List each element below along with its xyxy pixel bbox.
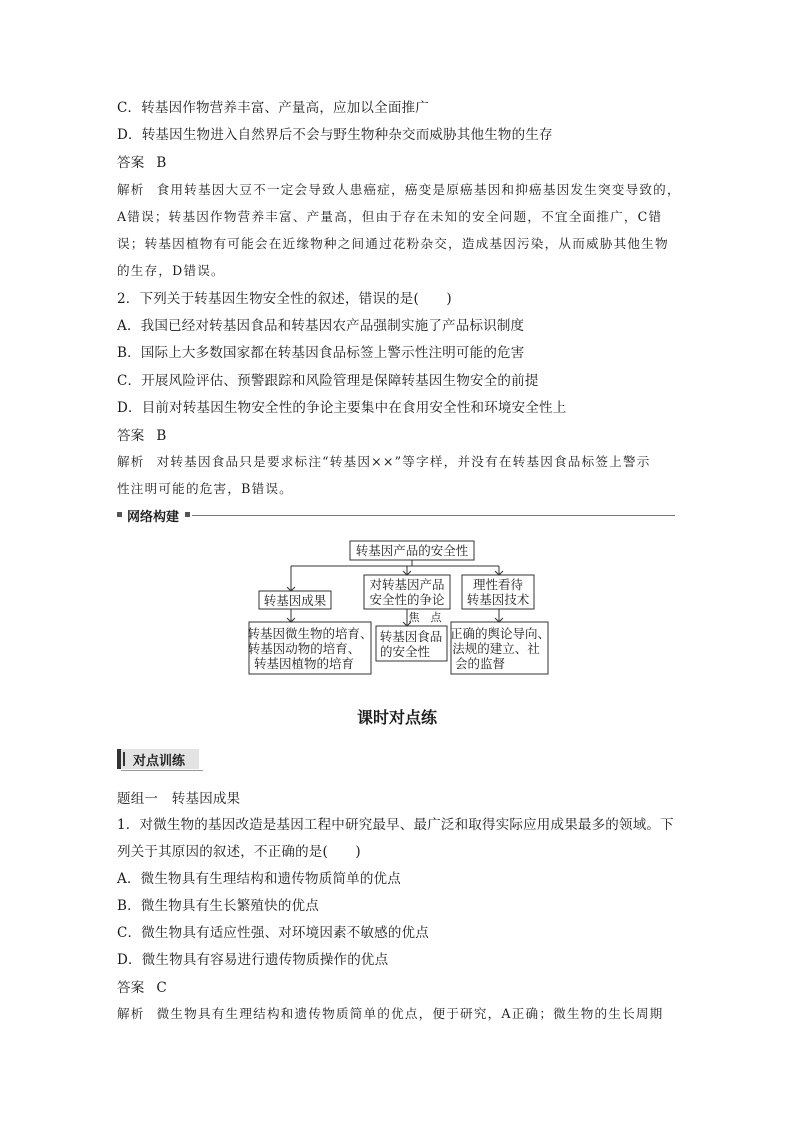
answer-value: B — [156, 428, 167, 444]
answer-line — [117, 976, 167, 996]
question-2-option-d: D．目前对转基因生物安全性的争论主要集中在食用安全性和环境安全性上 — [117, 400, 567, 416]
answer-label: 答案 — [117, 155, 145, 171]
explanation-label: 解析 — [117, 1006, 145, 1021]
explanation-label: 解析 — [117, 182, 145, 197]
diagram-col3-body-line: 正确的舆论导向、 — [449, 626, 551, 641]
question-1-option-d: D．微生物具有容易进行遗传物质操作的优点 — [117, 952, 389, 968]
diagram-col2-title-line: 对转基因产品 — [369, 577, 445, 592]
diagram-col3-body-line: 法规的建立、社 — [452, 641, 540, 656]
explanation-line: A错误；转基因作物营养丰富、产量高，但由于存在未知的安全问题，不宜全面推广，C错 — [117, 209, 663, 224]
explanation-label: 解析 — [117, 454, 145, 469]
question-2-option-a: A．我国已经对转基因食品和转基因农产品强制实施了产品标识制度 — [117, 318, 525, 334]
diagram-col2-title-line: 安全性的争论 — [369, 592, 445, 607]
diagram-col1-body-line: 转基因动物的培育、 — [247, 641, 361, 656]
diagram-col2-body-line: 的安全性 — [379, 644, 431, 659]
answer-label: 答案 — [117, 428, 145, 444]
group-tag-label: 对点训练 — [133, 754, 186, 769]
diagram-col2-focus: 焦 点 — [408, 611, 442, 624]
answer-value: C — [156, 980, 167, 996]
topic-heading: 题组一 转基因成果 — [117, 791, 241, 807]
question-1-option-b: B．微生物具有生长繁殖快的优点 — [117, 898, 319, 914]
question-1-stem-line: 1．对微生物的基因改造是基因工程中研究最早、最广泛和取得实际应用成果最多的领域。下 — [117, 817, 674, 833]
explanation-text: 食用转基因大豆不一定会导致人患癌症，癌变是原癌基因和抑癌基因发生突变导致的， — [156, 182, 681, 197]
diagram-col3-title-line: 转基因技术 — [466, 592, 530, 607]
question-2-stem: 2．下列关于转基因生物安全性的叙述，错误的是( ) — [117, 291, 452, 307]
diagram-root-label: 转基因产品的安全性 — [355, 543, 469, 558]
explanation-text: 微生物具有生理结构和遗传物质简单的优点，便于研究，A正确；微生物的生长周期 — [156, 1006, 664, 1021]
option-d: D．转基因生物进入自然界后不会与野生物种杂交而威胁其他生物的生存 — [117, 127, 553, 143]
question-1-stem-line: 列关于其原因的叙述，不正确的是( ) — [117, 844, 361, 860]
explanation-text: 对转基因食品只是要求标注“转基因××”等字样，并没有在转基因食品标签上警示 — [156, 454, 651, 469]
explanation-line: 的生存，D错误。 — [117, 263, 225, 278]
network-section-title: 网络构建 — [127, 510, 180, 525]
diagram-col1-title: 转基因成果 — [263, 593, 327, 608]
diagram-col3-body-line: 会的监督 — [454, 656, 506, 671]
explanation-line: 误；转基因植物有可能会在近缘物种之间通过花粉杂交，造成基因污染，从而威胁其他生物 — [117, 236, 669, 251]
answer-label: 答案 — [117, 980, 145, 996]
diagram-col2-body-line: 转基因食品 — [379, 629, 443, 644]
diagram-col3-title-line: 理性看待 — [472, 577, 524, 592]
question-1-option-c: C．微生物具有适应性强、对环境因素不敏感的优点 — [117, 925, 429, 941]
explanation-line: 性注明可能的危害，B错误。 — [117, 481, 293, 496]
option-c: C．转基因作物营养丰富、产量高，应加以全面推广 — [117, 100, 429, 116]
diagram-col1-body-line: 转基因植物的培育 — [253, 656, 355, 671]
answer-value: B — [156, 155, 167, 171]
group-tag — [117, 749, 199, 769]
practice-title: 课时对点练 — [356, 708, 437, 727]
question-2-option-b: B．国际上大多数国家都在转基因食品标签上警示性注明可能的危害 — [117, 345, 525, 361]
question-2-option-c: C．开展风险评估、预警跟踪和风险管理是保障转基因生物安全的前提 — [117, 373, 539, 389]
explanation-line — [117, 1003, 663, 1022]
diagram-col1-body-line: 转基因微生物的培育、 — [247, 626, 373, 641]
question-1-option-a: A．微生物具有生理结构和遗传物质简单的优点 — [117, 871, 401, 887]
